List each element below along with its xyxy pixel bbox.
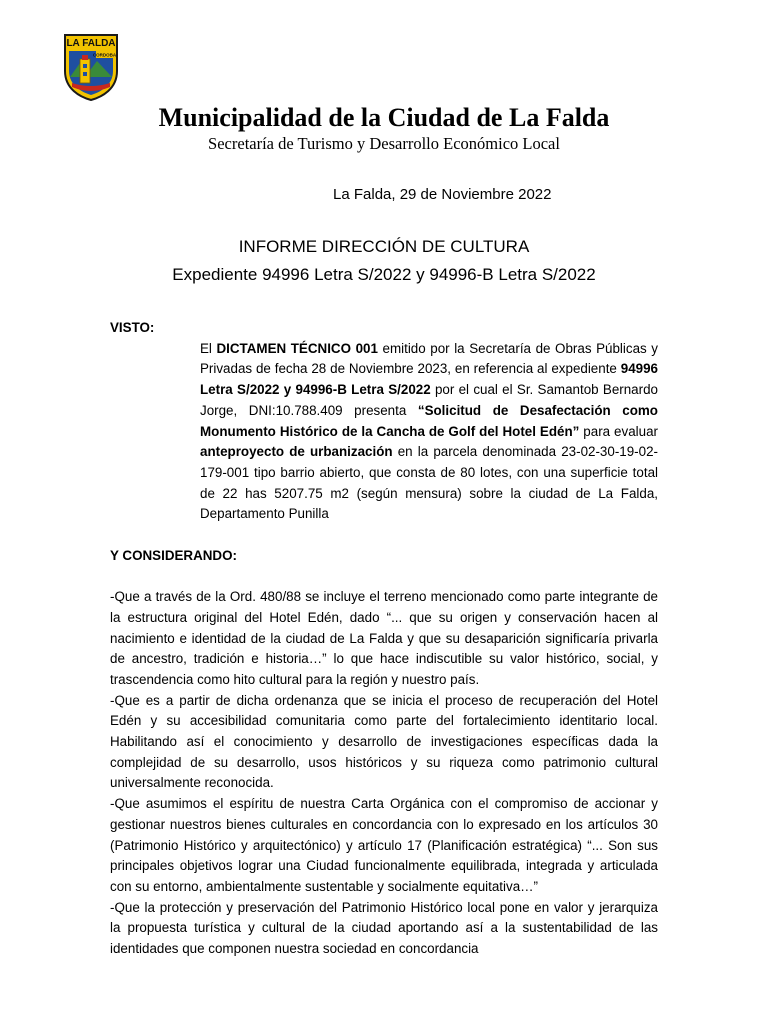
- visto-heading: VISTO:: [110, 320, 155, 335]
- visto-paragraph: El DICTAMEN TÉCNICO 001 emitido por la Secretaría de Obras Públicas y Privadas de fecha 28 de Noviembre 2023, en referencia al expediente 94996 Letra S/2022 y 94996-B Letra S/2022 por el cual el Sr. Samantob Bernardo Jorge, DNI:10.788.409 presenta “Solicitud de Desafectación como Monumento Histórico de la Cancha de Golf del Hotel Edén” para evaluar anteproyecto de urbanización en la parcela denominada 23-02-30-19-02-179-001 tipo barrio abierto, que consta de 80 lotes, con una superficie total de 22 has 5207.75 m2 (según mensura) sobre la ciudad de La Falda, Departamento Punilla: [200, 340, 658, 522]
- report-title: INFORME DIRECCIÓN DE CULTURA: [238, 237, 530, 256]
- considerando-paragraph-2: -Que es a partir de dicha ordenanza que se inicia el proceso de recuperación del Hotel Edén y su accesibilidad comunitaria como parte del fortalecimiento identitario local. Habilitando así el conocimiento y desarrollo de investigaciones específicas dada la complejidad de su desarrollo, usos históricos y su riqueza como patrimonio cultural universalmente reconocida.: [110, 692, 658, 791]
- document-date: La Falda, 29 de Noviembre 2022: [333, 186, 552, 203]
- considerando-paragraph-3: -Que asumimos el espíritu de nuestra Carta Orgánica con el compromiso de accionar y gestionar nuestros bienes culturales en concordancia con lo expresado en los artículos 30 (Patrimonio Histórico y arquitectónico) y artículo 17 (Planificación estratégica) “... Son sus principales objetivos lograr una Ciudad funcionalmente equilibrada, integrada y articulada con su entorno, ambientalmente sustentable y socialmente equitativa…”: [110, 796, 658, 894]
- considerando-paragraph-1: -Que a través de la Ord. 480/88 se incluye el terreno mencionado como parte integrante de la estructura original del Hotel Edén, dado “... que su origen y conservación hacen al nacimiento e identidad de la ciudad de La Falda y que su desaparición significaría privarla de ancestro, tradición e historia…” lo que hace indiscutible su valor histórico, social, y trascendencia como hito cultural para la región y nuestro país.: [110, 589, 658, 687]
- logo-banner-text: LA FALDA: [66, 38, 116, 49]
- organization-subtitle: Secretaría de Turismo y Desarrollo Económico Local: [208, 134, 560, 153]
- considerando-heading: Y CONSIDERANDO:: [110, 547, 237, 563]
- municipal-shield-logo: [62, 33, 120, 101]
- considerando-paragraph-4: -Que la protección y preservación del Patrimonio Histórico local pone en valor y jerarquiza la propuesta turística y cultural de la ciudad aportando así a la sustentabilidad de las identidades que componen nuestra sociedad en concordancia: [110, 899, 658, 957]
- logo-ribbon-text: CORDOBA: [92, 52, 117, 58]
- report-subtitle: Expediente 94996 Letra S/2022 y 94996-B Letra S/2022: [172, 265, 596, 284]
- organization-title: Municipalidad de la Ciudad de La Falda: [158, 103, 610, 132]
- document-body: [110, 318, 658, 960]
